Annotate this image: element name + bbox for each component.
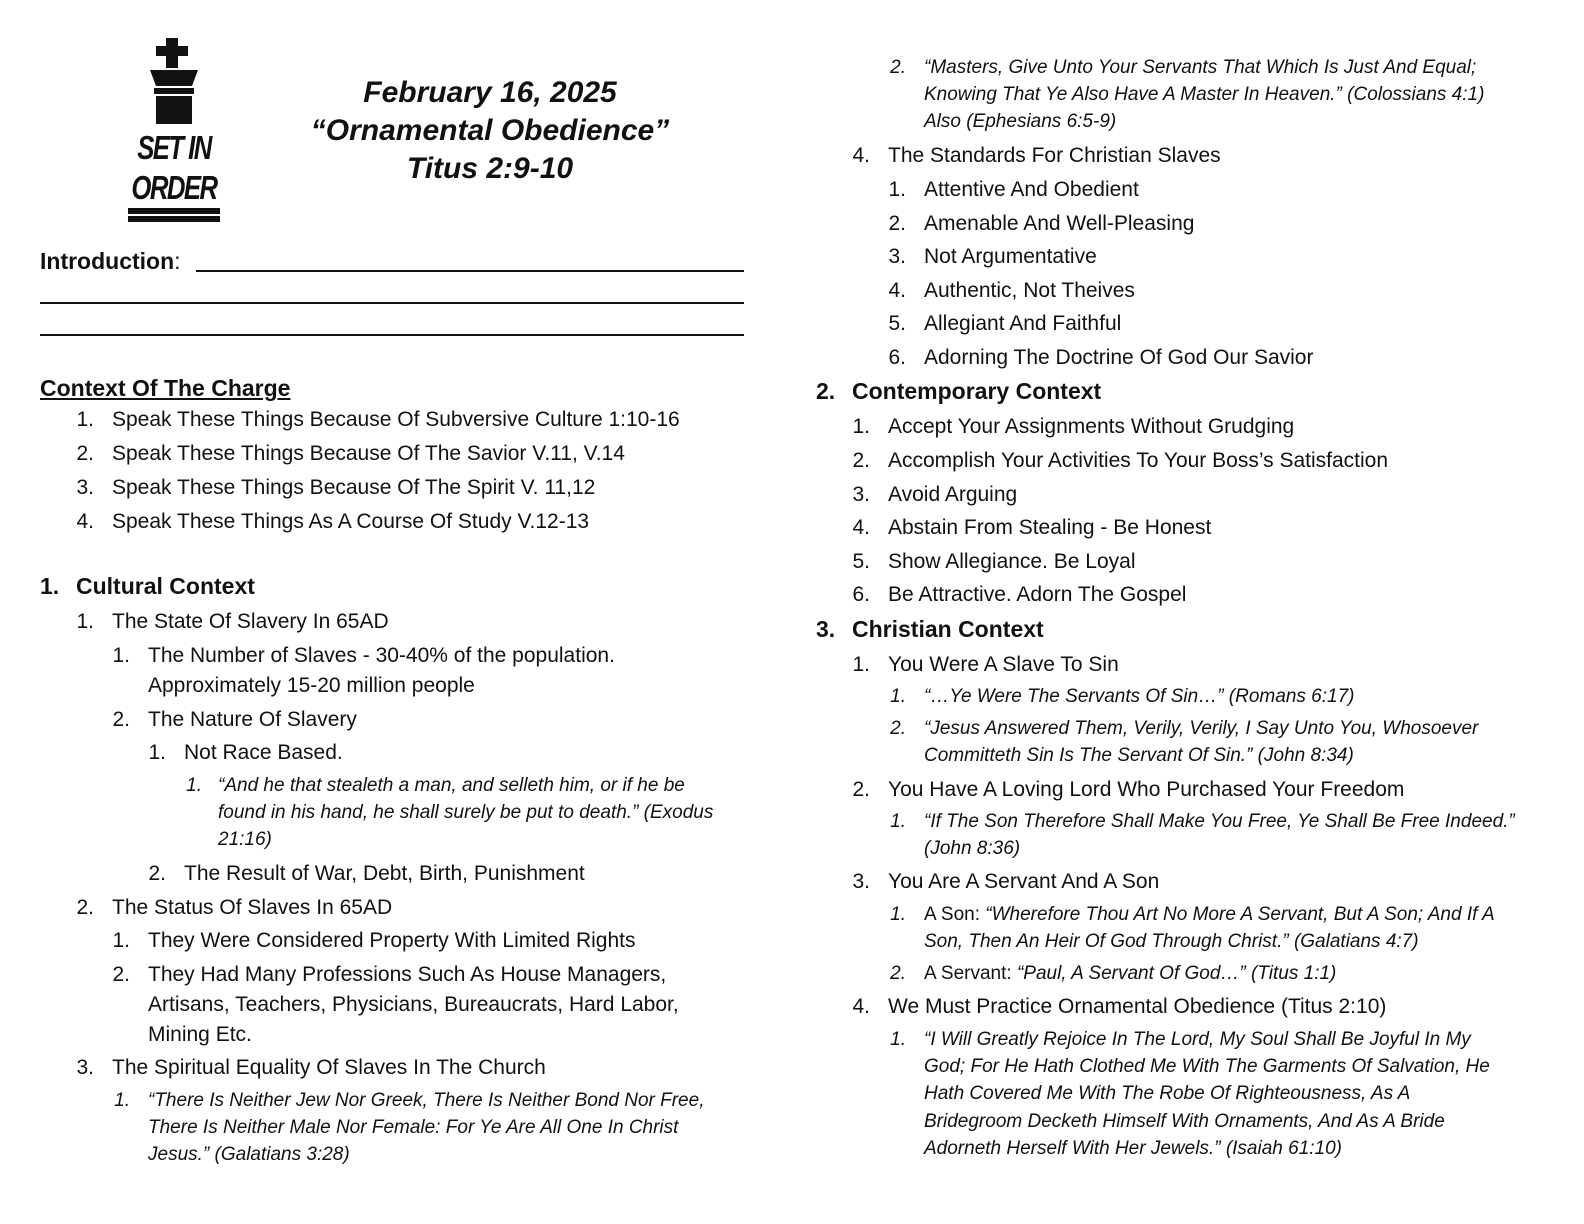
list-item-number: 4. [852,144,870,167]
list-item: Avoid Arguing [888,483,1018,506]
list-item-continuation: Approximately 15-20 million people [148,674,475,697]
list-item-continuation: Artisans, Teachers, Physicians, Bureaucrats, Hard Labor, [148,993,679,1016]
list-item-number: 5. [852,550,870,573]
list-item-number: 2. [890,963,906,984]
list-item-number: 3. [76,1056,94,1079]
scripture-prefix: A Servant: [924,963,1017,984]
list-item: Accomplish Your Activities To Your Boss’s Satisfaction [888,449,1389,472]
list-item-number: 2. [888,212,906,235]
scripture-quote-continuation: God; For He Hath Clothed Me With The Garments Of Salvation, He [924,1056,1490,1077]
scripture-quote: “I Will Greatly Rejoice In The Lord, My Soul Shall Be Joyful In My [924,1029,1471,1050]
list-item: Speak These Things As A Course Of Study V.12-13 [112,510,590,533]
list-item: Speak These Things Because Of Subversive Culture 1:10-16 [112,408,680,431]
scripture-quote-continuation: Also (Ephesians 6:5-9) [924,111,1117,132]
scripture-quote [924,960,1336,988]
scripture-quote-continuation: Son, Then An Heir Of God Through Christ.” (Galatians 4:7) [924,931,1419,952]
list-item-number: 1. [186,775,202,796]
sermon-header [280,74,700,188]
sermon-title: “Ornamental Obedience” [310,114,670,147]
list-item-number: 2. [890,57,906,78]
list-item-number: 1. [852,415,870,438]
scripture-prefix: A Son: [924,904,986,925]
list-item-number: 5. [888,312,906,335]
list-item-number: 1. [148,741,166,764]
sermon-date: February 16, 2025 [363,76,617,109]
list-item-number: 3. [76,476,94,499]
list-item: Speak These Things Because Of The Spirit V. 11,12 [112,476,596,499]
scripture-quote: “Jesus Answered Them, Verily, Verily, I Say Unto You, Whosoever [924,718,1479,739]
list-item-number: 4. [852,516,870,539]
list-item: We Must Practice Ornamental Obedience (Titus 2:10) [888,995,1387,1018]
introduction-label: Introduction: [40,248,181,274]
list-item: Attentive And Obedient [924,178,1139,201]
scripture-quote-continuation: Jesus.” (Galatians 3:28) [148,1144,350,1165]
list-item-number: 3. [888,245,906,268]
list-item-number: 2. [112,963,130,986]
list-item: Be Attractive. Adorn The Gospel [888,583,1187,606]
list-item: Accept Your Assignments Without Grudging [888,415,1295,438]
list-item-number: 1. [888,178,906,201]
list-item: They Had Many Professions Such As House Managers, [148,963,667,986]
list-item-continuation: Mining Etc. [148,1023,252,1046]
list-item: Show Allegiance. Be Loyal [888,550,1136,573]
list-item: You Are A Servant And A Son [888,870,1160,893]
christian-context-heading: Christian Context [852,616,1044,642]
scripture-quote: “There Is Neither Jew Nor Greek, There Is Neither Bond Nor Free, [148,1090,705,1111]
logo-text: SET IN ORDER [112,128,237,208]
contemporary-context-number: 2. [816,378,836,404]
list-item: Adorning The Doctrine Of God Our Savior [924,346,1314,369]
list-item: They Were Considered Property With Limited Rights [148,929,636,952]
intro-blank-line-2[interactable] [40,302,744,304]
contemporary-context-heading: Contemporary Context [852,378,1102,404]
list-item: Speak These Things Because Of The Savior V.11, V.14 [112,442,625,465]
scripture-quote: “Masters, Give Unto Your Servants That Which Is Just And Equal; [924,57,1477,78]
scripture-quote-continuation: (John 8:36) [924,838,1021,859]
list-item-number: 2. [852,449,870,472]
list-item-number: 1. [852,653,870,676]
list-item-number: 2. [76,442,94,465]
scripture-quote: “And he that stealeth a man, and selleth him, or if he be [218,775,685,796]
context-charge-heading: Context Of The Charge [40,375,291,401]
scripture-quote-continuation: found in his hand, he shall surely be put to death.” (Exodus [218,802,714,823]
list-item-number: 1. [112,929,130,952]
scripture-quote-continuation: Adorneth Herself With Her Jewels.” (Isaiah 61:10) [924,1138,1342,1159]
cultural-context-heading: Cultural Context [76,573,255,599]
scripture-quote [924,901,1495,929]
list-item-number: 1. [890,904,906,925]
list-item: Abstain From Stealing - Be Honest [888,516,1212,539]
scripture-quote: “…Ye Were The Servants Of Sin…” (Romans 6:17) [924,686,1355,707]
intro-blank-line-3[interactable] [40,334,744,336]
scripture-quote-continuation: Knowing That Ye Also Have A Master In Heaven.” (Colossians 4:1) [924,84,1485,105]
list-item-number: 6. [888,346,906,369]
list-item: Allegiant And Faithful [924,312,1122,335]
list-item: The Nature Of Slavery [148,708,357,731]
list-item-number: 4. [852,995,870,1018]
list-item-number: 2. [76,896,94,919]
intro-blank-line-1[interactable] [196,270,744,272]
list-item: Not Race Based. [184,741,343,764]
scripture-quote-continuation: 21:16) [218,829,272,850]
scripture-quote-continuation: There Is Neither Male Nor Female: For Ye Are All One In Christ [148,1117,679,1138]
list-item: You Were A Slave To Sin [888,653,1119,676]
list-item-number: 1. [112,644,130,667]
list-item: Amenable And Well-Pleasing [924,212,1195,235]
list-item-number: 1. [890,686,906,707]
list-item-number: 3. [852,870,870,893]
list-item-number: 1. [76,408,94,431]
list-item-number: 1. [890,1029,906,1050]
list-item: The State Of Slavery In 65AD [112,610,389,633]
list-item: You Have A Loving Lord Who Purchased Your Freedom [888,778,1405,801]
list-item-number: 2. [852,778,870,801]
list-item: The Result of War, Debt, Birth, Punishment [184,862,585,885]
christian-context-number: 3. [816,616,836,642]
list-item: Authentic, Not Theives [924,279,1135,302]
cultural-context-number: 1. [40,573,60,599]
scripture-quote-text: “Wherefore Thou Art No More A Servant, But A Son; And If A [985,904,1495,925]
list-item-number: 1. [76,610,94,633]
list-item: The Status Of Slaves In 65AD [112,896,393,919]
list-item-number: 2. [148,862,166,885]
logo [94,36,254,226]
list-item: The Standards For Christian Slaves [888,144,1221,167]
list-item-number: 2. [112,708,130,731]
scripture-quote: “If The Son Therefore Shall Make You Free, Ye Shall Be Free Indeed.” [924,811,1515,832]
scripture-quote-continuation: Hath Covered Me With The Robe Of Righteousness, As A [924,1083,1411,1104]
list-item-number: 1. [890,811,906,832]
list-item-number: 2. [890,718,906,739]
list-item-number: 3. [852,483,870,506]
scripture-quote-continuation: Bridegroom Decketh Himself With Ornaments, And As A Bride [924,1111,1445,1132]
list-item: The Number of Slaves - 30-40% of the population. [148,644,615,667]
list-item-number: 4. [76,510,94,533]
list-item-number: 6. [852,583,870,606]
scripture-quote-text: “Paul, A Servant Of God…” (Titus 1:1) [1016,963,1337,984]
list-item-number: 4. [888,279,906,302]
list-item: Not Argumentative [924,245,1097,268]
scripture-quote-continuation: Committeth Sin Is The Servant Of Sin.” (John 8:34) [924,745,1354,766]
list-item-number: 1. [114,1090,130,1111]
list-item: The Spiritual Equality Of Slaves In The Church [112,1056,546,1079]
sermon-scripture: Titus 2:9-10 [406,152,574,185]
